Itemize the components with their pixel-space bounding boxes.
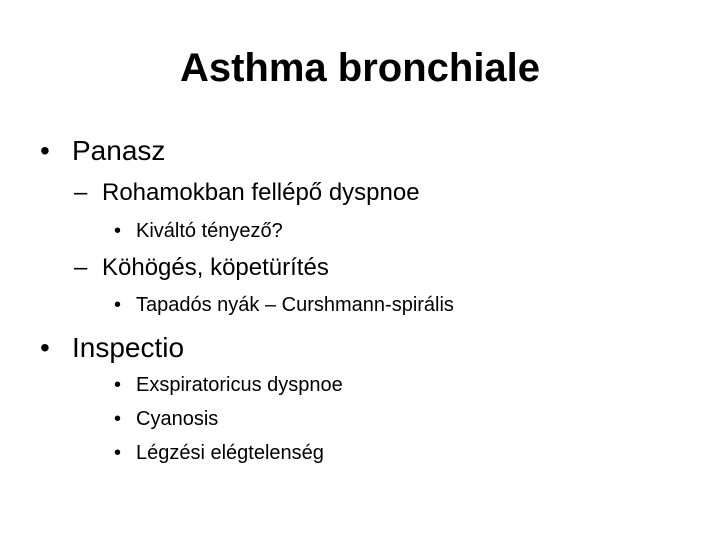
- bullet-marker: •: [114, 442, 122, 464]
- dash-marker: –: [74, 254, 88, 281]
- bullet-marker: •: [114, 220, 122, 242]
- dash-marker: –: [74, 179, 88, 206]
- bullet-text: Inspectio: [72, 332, 185, 363]
- bullet-text: Tapadós nyák – Curshmann-spirális: [136, 294, 454, 316]
- bullet-marker: •: [114, 408, 122, 430]
- bullet-text: Légzési elégtelenség: [136, 442, 324, 464]
- slide-title: Asthma bronchiale: [179, 46, 541, 90]
- bullet-marker: •: [114, 294, 122, 316]
- bullet-text: Panasz: [72, 135, 166, 166]
- bullet-text: Köhögés, köpetürítés: [102, 254, 329, 281]
- bullet-text: Kiváltó tényező?: [136, 220, 283, 242]
- bullet-text: Exspiratoricus dyspnoe: [136, 374, 343, 396]
- bullet-marker: •: [40, 332, 50, 363]
- bullet-marker: •: [114, 374, 122, 396]
- bullet-text: Rohamokban fellépő dyspnoe: [102, 179, 420, 206]
- bullet-marker: •: [40, 135, 50, 166]
- bullet-text: Cyanosis: [136, 408, 219, 430]
